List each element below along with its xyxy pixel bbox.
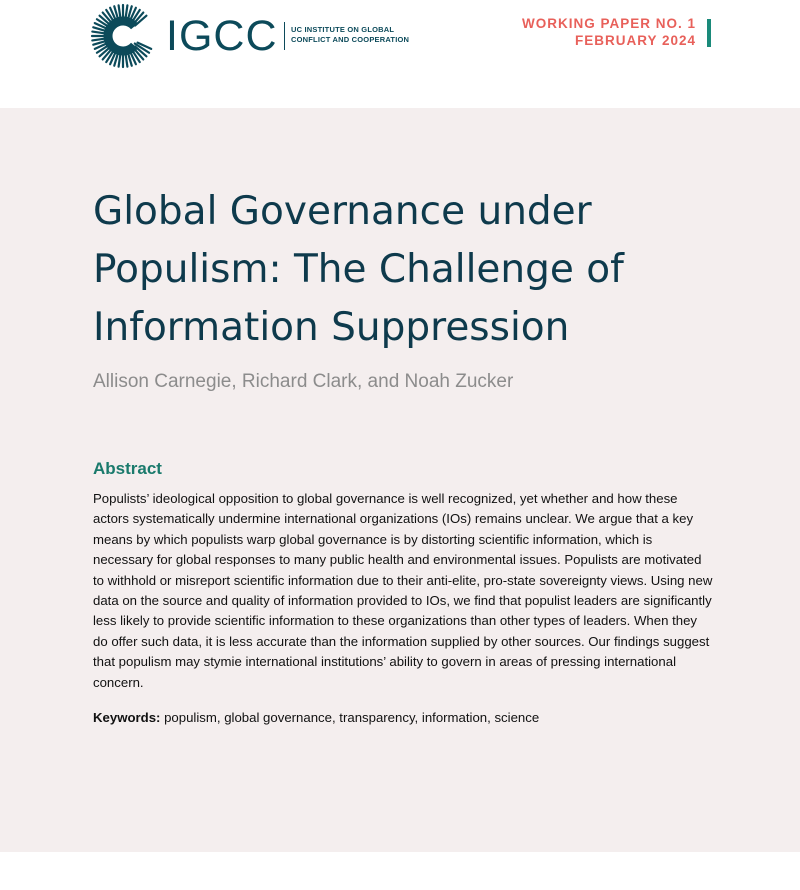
- institute-line-2: CONFLICT AND COOPERATION: [291, 35, 410, 44]
- logo-divider: [284, 22, 285, 50]
- title-line-2: Populism: The Challenge of: [93, 247, 624, 292]
- institute-name: [291, 25, 409, 45]
- logo-core-arc: [108, 21, 134, 51]
- paper-title: [93, 183, 733, 357]
- keywords-list: populism, global governance, transparency, information, science: [164, 710, 540, 725]
- title-line-3: Information Suppression: [93, 305, 570, 350]
- paper-series-info: [522, 15, 696, 49]
- abstract-text: Populists’ ideological opposition to global governance is well recognized, yet whether and how these actors systematically undermine international organizations (IOs) remains unclear. We argue that a key means by which populists warp global governance is by distorting scientific information, which is necessary for global responses to many public health and environmental issues. Populists are motivated to withhold or misreport scientific information due to their anti-elite, pro-state sovereignty views. Using new data on the source and quality of information provided to IOs, we find that populist leaders are significantly less likely to provide scientific information to these organizations than other types of leaders. When they do offer such data, it is less accurate than the information supplied by other sources. Our findings suggest that populism may stymie international institutions’ ability to govern in areas of pressing international concern.: [93, 491, 713, 690]
- author-list: Allison Carnegie, Richard Clark, and Noah Zucker: [93, 371, 514, 392]
- publication-date: FEBRUARY 2024: [574, 33, 696, 48]
- working-paper-number: WORKING PAPER NO. 1: [521, 16, 696, 31]
- abstract-heading: Abstract: [93, 459, 162, 478]
- page-header: [0, 0, 800, 108]
- title-line-1: Global Governance under: [93, 189, 592, 234]
- institute-line-1: UC INSTITUTE ON GLOBAL: [291, 25, 395, 34]
- keywords-label: Keywords:: [93, 710, 161, 725]
- logo-wordmark: IGCC: [166, 12, 278, 60]
- igcc-logo-icon: [90, 3, 156, 69]
- accent-bar: [707, 19, 711, 47]
- keywords: [93, 710, 733, 725]
